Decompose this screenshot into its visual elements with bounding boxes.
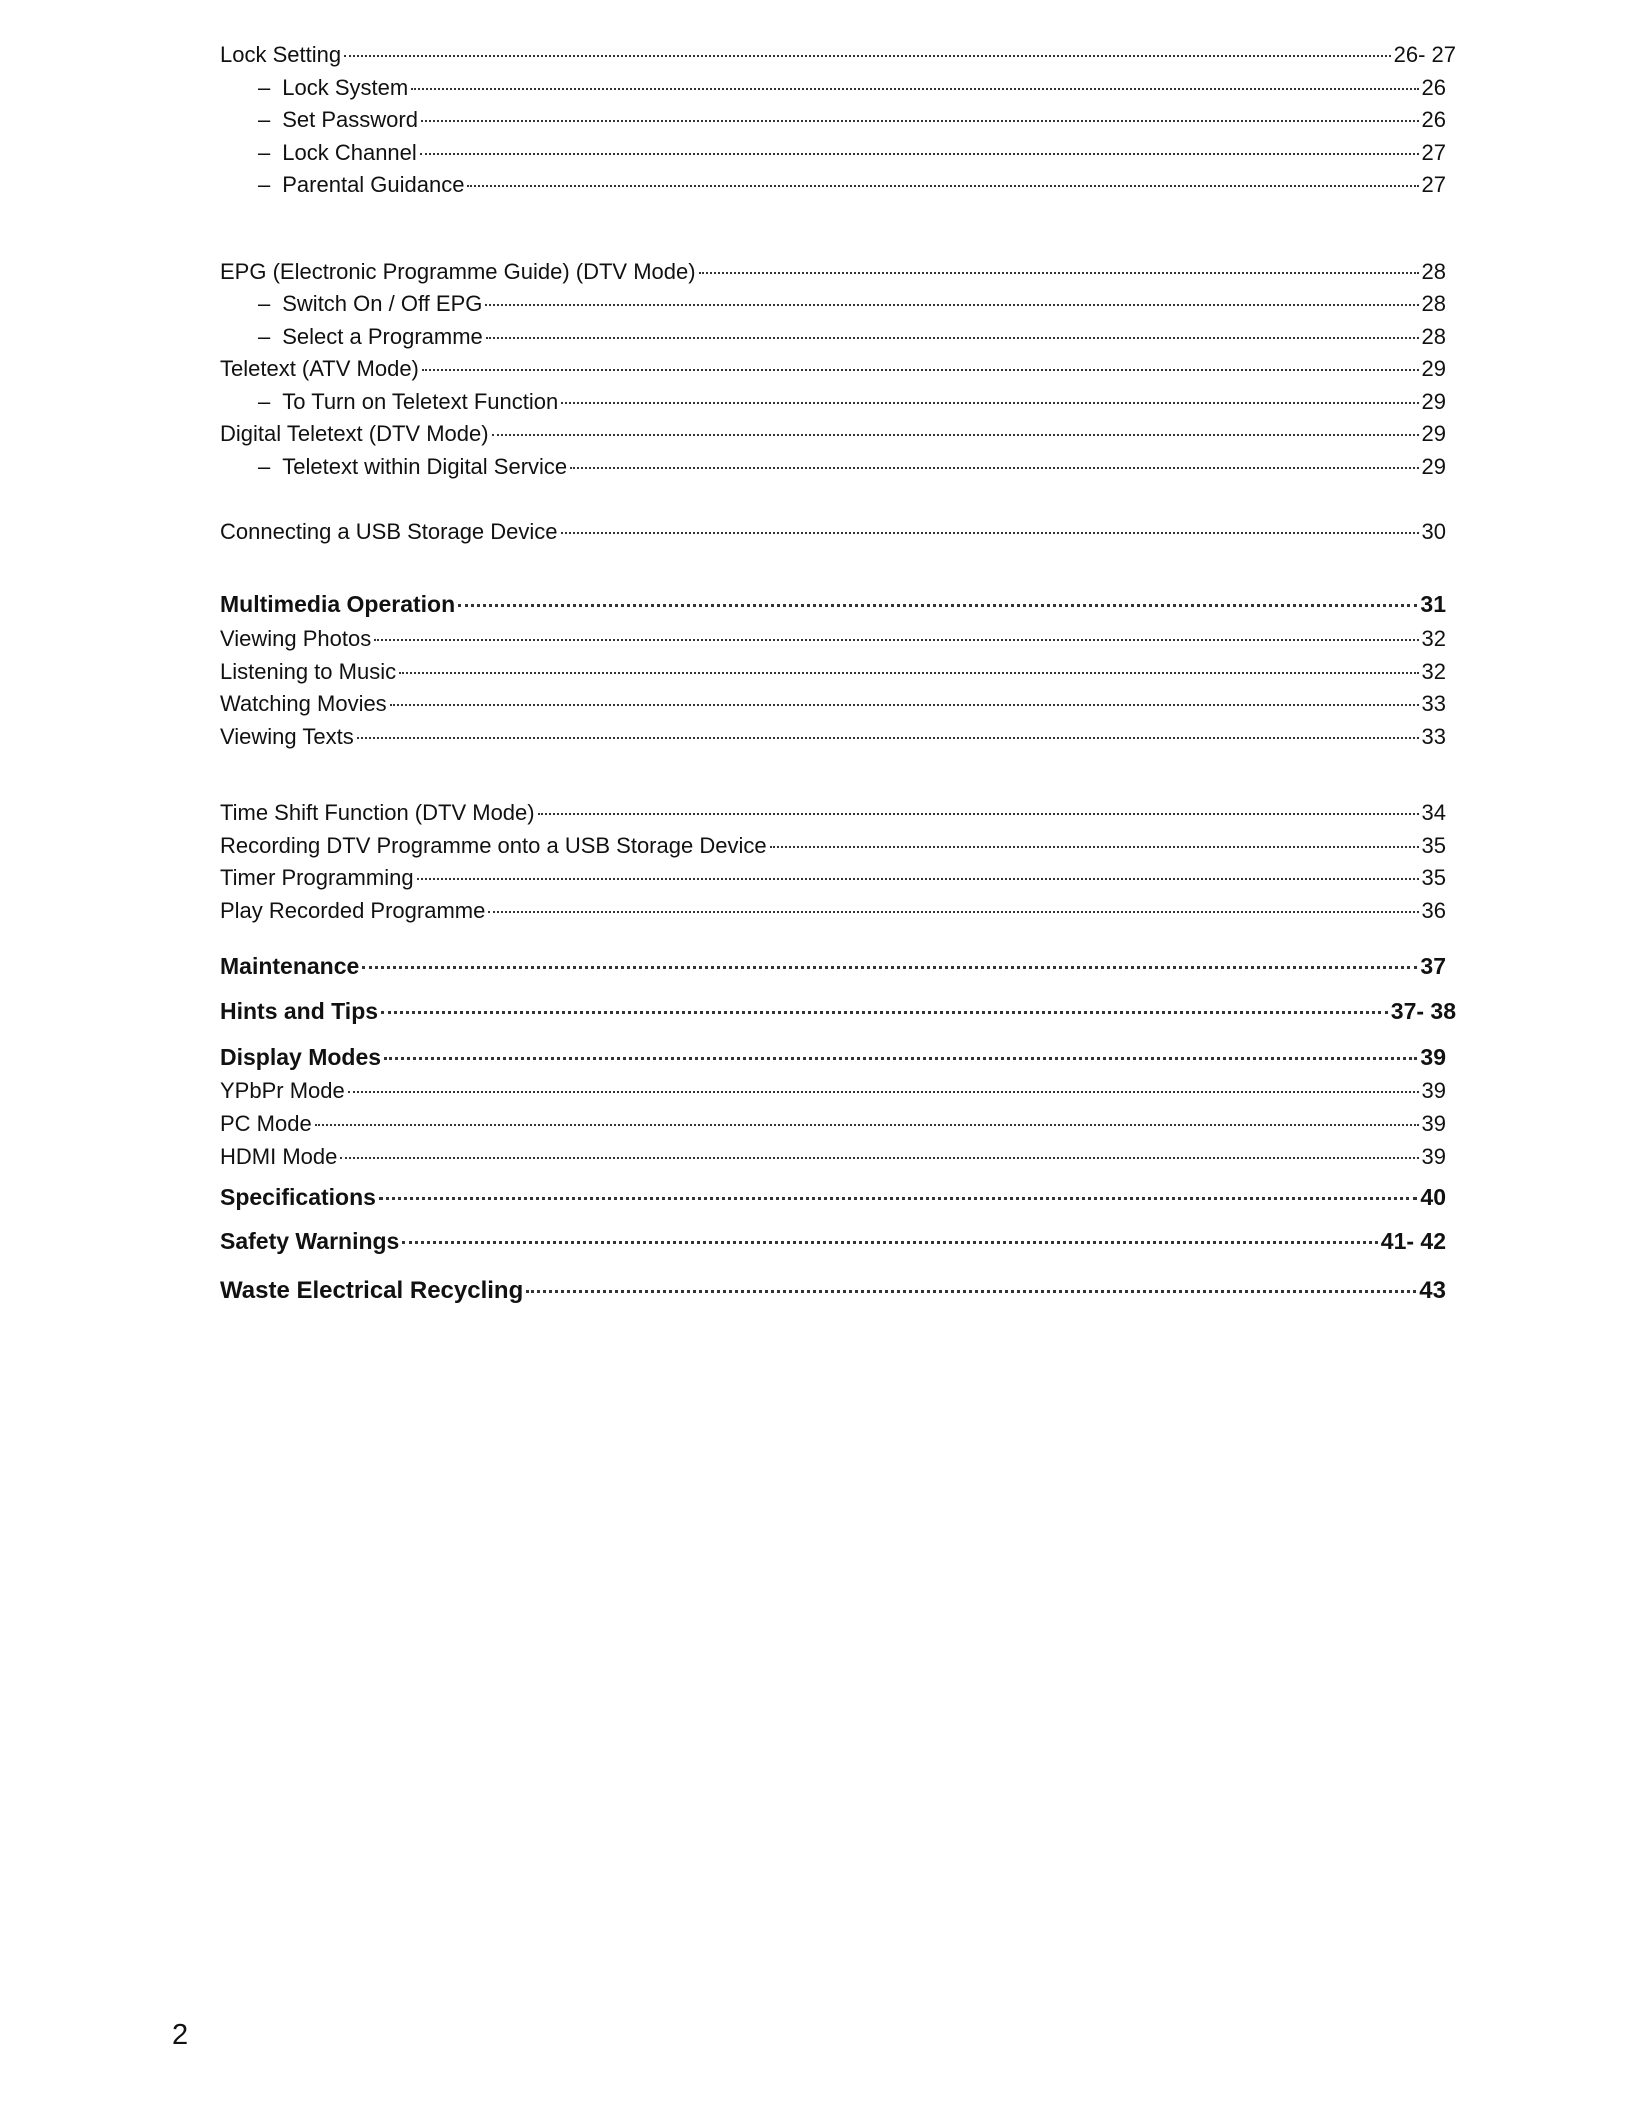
page-number: 2 (172, 2019, 189, 2051)
toc-entry-title: Connecting a USB Storage Device (220, 519, 558, 544)
toc-entry (258, 105, 1446, 135)
toc-entry (258, 322, 1446, 352)
toc-entry-title: Safety Warnings (220, 1228, 400, 1254)
toc-entry-page: 29 (1421, 356, 1446, 381)
dot-leader (379, 1197, 1417, 1200)
toc-entry-title: Lock System (282, 75, 409, 100)
dot-leader (348, 1091, 1419, 1093)
toc-entry (258, 73, 1446, 103)
dot-leader (467, 185, 1418, 187)
toc-entry-page: 35 (1421, 833, 1446, 858)
dot-leader (538, 813, 1419, 815)
toc-entry-page: 43 (1419, 1277, 1446, 1304)
toc-entry (220, 951, 1446, 981)
toc-entry-title: Viewing Texts (220, 724, 354, 749)
toc-entry-page: 37 (1420, 953, 1446, 979)
dot-leader (340, 1157, 1418, 1159)
toc-entry (220, 1109, 1446, 1139)
toc-entry-title: Viewing Photos (220, 626, 372, 651)
toc-entry-title: Waste Electrical Recycling (220, 1277, 524, 1304)
toc-entry (258, 387, 1446, 417)
dot-leader (402, 1241, 1377, 1244)
table-of-contents (220, 0, 1456, 1400)
sub-entry-dash: – (258, 140, 271, 165)
toc-entry (220, 689, 1446, 719)
toc-entry-title: Select a Programme (282, 324, 483, 349)
toc-entry (220, 354, 1446, 384)
toc-entry (220, 996, 1456, 1026)
toc-entry-title: To Turn on Teletext Function (282, 389, 559, 414)
toc-entry-page: 29 (1421, 454, 1446, 479)
dot-leader (362, 966, 1417, 969)
toc-entry-page: 28 (1421, 291, 1446, 316)
toc-entry-page: 29 (1421, 389, 1446, 414)
toc-entry-page: 40 (1420, 1184, 1446, 1210)
toc-entry-page: 33 (1421, 724, 1446, 749)
toc-entry (220, 657, 1446, 687)
dot-leader (399, 672, 1418, 674)
toc-entry (220, 798, 1446, 828)
toc-entry-page: 39 (1420, 1044, 1446, 1070)
toc-entry (220, 419, 1446, 449)
dot-leader (357, 737, 1419, 739)
sub-entry-dash: – (258, 172, 271, 197)
toc-entry-title: Play Recorded Programme (220, 898, 486, 923)
toc-entry (220, 722, 1446, 752)
toc-entry-page: 27 (1421, 172, 1446, 197)
toc-entry (220, 1142, 1446, 1172)
dot-leader (492, 434, 1419, 436)
toc-entry-title: Multimedia Operation (220, 591, 456, 617)
dot-leader (570, 467, 1418, 469)
dot-leader (411, 88, 1418, 90)
toc-entry-title: Teletext within Digital Service (282, 454, 568, 479)
toc-entry (220, 831, 1446, 861)
toc-entry-title: Parental Guidance (282, 172, 465, 197)
dot-leader (420, 153, 1419, 155)
toc-entry (220, 1076, 1446, 1106)
dot-leader (488, 911, 1418, 913)
toc-entry (220, 589, 1446, 619)
toc-entry-title: Switch On / Off EPG (282, 291, 483, 316)
toc-entry-title: Timer Programming (220, 865, 414, 890)
toc-entry-page: 39 (1421, 1111, 1446, 1136)
toc-entry-title: Display Modes (220, 1044, 382, 1070)
toc-entry-page: 39 (1421, 1078, 1446, 1103)
dot-leader (422, 369, 1419, 371)
sub-entry-dash: – (258, 107, 271, 132)
toc-entry-page: 30 (1421, 519, 1446, 544)
sub-entry-dash: – (258, 454, 271, 479)
toc-entry-page: 41- 42 (1380, 1228, 1446, 1254)
toc-entry (220, 1276, 1446, 1306)
sub-entry-dash: – (258, 75, 271, 100)
dot-leader (315, 1124, 1419, 1126)
dot-leader (381, 1011, 1388, 1014)
dot-leader (374, 639, 1418, 641)
toc-entry-title: Digital Teletext (DTV Mode) (220, 421, 489, 446)
toc-entry-page: 26 (1421, 75, 1446, 100)
dot-leader (344, 55, 1391, 57)
dot-leader (390, 704, 1419, 706)
toc-entry (258, 452, 1446, 482)
toc-entry (220, 1042, 1446, 1072)
toc-entry (220, 863, 1446, 893)
dot-leader (699, 272, 1419, 274)
dot-leader (561, 402, 1418, 404)
toc-entry-page: 39 (1421, 1144, 1446, 1169)
dot-leader (486, 337, 1419, 339)
toc-entry-page: 36 (1421, 898, 1446, 923)
toc-entry-page: 27 (1421, 140, 1446, 165)
toc-entry (220, 517, 1446, 547)
toc-entry-title: Maintenance (220, 953, 360, 979)
toc-entry-page: 29 (1421, 421, 1446, 446)
toc-entry-title: Time Shift Function (DTV Mode) (220, 800, 535, 825)
toc-entry-page: 32 (1421, 659, 1446, 684)
dot-leader (417, 878, 1419, 880)
toc-entry (220, 40, 1456, 70)
toc-entry-page: 26 (1421, 107, 1446, 132)
toc-entry-title: PC Mode (220, 1111, 312, 1136)
toc-entry-page: 26- 27 (1393, 42, 1456, 67)
toc-entry (220, 257, 1446, 287)
toc-entry (220, 624, 1446, 654)
toc-entry-page: 28 (1421, 324, 1446, 349)
dot-leader (421, 120, 1419, 122)
dot-leader (561, 532, 1419, 534)
toc-entry (258, 138, 1446, 168)
dot-leader (526, 1290, 1416, 1293)
toc-entry-title: Listening to Music (220, 659, 397, 684)
toc-entry-title: HDMI Mode (220, 1144, 338, 1169)
toc-entry-title: Set Password (282, 107, 418, 132)
sub-entry-dash: – (258, 324, 271, 349)
sub-entry-dash: – (258, 389, 271, 414)
toc-entry (258, 289, 1446, 319)
toc-entry-title: Watching Movies (220, 691, 387, 716)
toc-entry-page: 34 (1421, 800, 1446, 825)
toc-entry-page: 31 (1420, 591, 1446, 617)
toc-entry (258, 170, 1446, 200)
dot-leader (770, 846, 1419, 848)
toc-entry-title: Hints and Tips (220, 998, 379, 1024)
toc-entry (220, 896, 1446, 926)
dot-leader (485, 304, 1418, 306)
toc-entry-page: 33 (1421, 691, 1446, 716)
sub-entry-dash: – (258, 291, 271, 316)
toc-entry-title: Lock Channel (282, 140, 417, 165)
dot-leader (384, 1057, 1417, 1060)
toc-entry-page: 32 (1421, 626, 1446, 651)
toc-entry-page: 37- 38 (1390, 998, 1456, 1024)
toc-entry-title: Recording DTV Programme onto a USB Storage Device (220, 833, 767, 858)
toc-entry-title: Teletext (ATV Mode) (220, 356, 419, 381)
toc-entry-page: 35 (1421, 865, 1446, 890)
toc-entry-title: EPG (Electronic Programme Guide) (DTV Mode) (220, 259, 696, 284)
toc-entry-title: YPbPr Mode (220, 1078, 345, 1103)
toc-entry-page: 28 (1421, 259, 1446, 284)
toc-entry (220, 1182, 1446, 1212)
toc-entry-title: Lock Setting (220, 42, 342, 67)
toc-entry-title: Specifications (220, 1184, 376, 1210)
toc-entry (220, 1226, 1446, 1256)
dot-leader (458, 604, 1417, 607)
